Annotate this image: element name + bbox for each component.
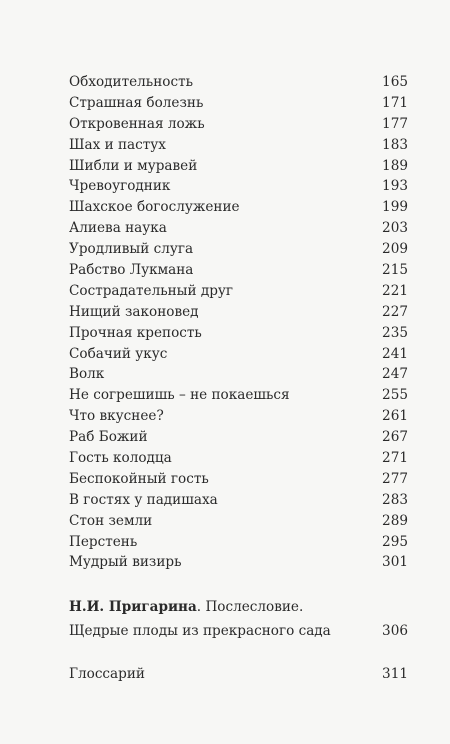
toc-title: Беспокойный гость: [69, 470, 209, 487]
toc-title: Алиева наука: [69, 220, 167, 237]
toc-row: [69, 469, 408, 490]
toc-page-number: 227: [382, 303, 408, 320]
toc-title: Сострадательный друг: [69, 282, 234, 299]
toc-page-number: 171: [382, 94, 408, 111]
toc-row: [69, 239, 408, 260]
toc-page-number: 283: [382, 491, 408, 508]
toc-row: [69, 552, 408, 573]
toc-row: [69, 93, 408, 114]
afterword-label: . Послесловие.: [196, 599, 304, 615]
toc-title: Гость колодца: [69, 450, 172, 467]
toc-page-number: 203: [382, 220, 408, 237]
toc-page-number: 189: [382, 157, 408, 174]
toc-row: [69, 344, 408, 365]
toc-page-number: 301: [382, 554, 408, 571]
toc-title: Страшная болезнь: [69, 94, 204, 111]
table-of-contents: [69, 72, 408, 573]
toc-title: Обходительность: [69, 74, 193, 90]
afterword-entry: [69, 597, 408, 642]
toc-row: [69, 218, 408, 239]
toc-title: Прочная крепость: [69, 324, 202, 341]
toc-row: [69, 281, 408, 302]
toc-page-number: 289: [382, 512, 408, 529]
toc-title: Шах и пастух: [69, 136, 166, 153]
toc-row: [69, 135, 408, 156]
toc-title: Мудрый визирь: [69, 554, 182, 571]
toc-row: [69, 156, 408, 177]
toc-page-number: 241: [382, 345, 408, 362]
toc-title: Собачий укус: [69, 345, 168, 362]
toc-page-number: 199: [382, 199, 408, 216]
toc-title: Нищий законовед: [69, 303, 199, 320]
toc-page-number: 261: [382, 408, 408, 425]
toc-row: [69, 72, 408, 93]
toc-page-number: 271: [382, 450, 408, 467]
toc-title: Уродливый слуга: [69, 241, 194, 258]
toc-page-number: 267: [382, 429, 408, 446]
afterword-heading: [69, 597, 408, 618]
toc-page-number: 277: [382, 470, 408, 487]
glossary-page-number: 311: [382, 666, 408, 682]
toc-row: [69, 364, 408, 385]
toc-page-number: 177: [382, 115, 408, 132]
toc-row: [69, 427, 408, 448]
toc-page-number: 183: [382, 136, 408, 153]
toc-page-number: 165: [382, 74, 408, 90]
toc-page-number: 215: [382, 262, 408, 279]
toc-row: [69, 323, 408, 344]
toc-row: [69, 114, 408, 135]
toc-row: [69, 490, 408, 511]
toc-row: [69, 197, 408, 218]
afterword-title-row: [69, 621, 408, 642]
toc-title: Рабство Лукмана: [69, 262, 194, 279]
toc-page-number: 221: [382, 282, 408, 299]
glossary-entry: [69, 664, 408, 685]
toc-page-number: 235: [382, 324, 408, 341]
toc-row: [69, 385, 408, 406]
toc-title: Волк: [69, 366, 105, 383]
toc-title: Раб Божий: [69, 429, 148, 446]
toc-page-number: 247: [382, 366, 408, 383]
toc-title: Что вкуснее?: [69, 408, 164, 425]
toc-row: [69, 260, 408, 281]
toc-title: Перстень: [69, 533, 138, 550]
toc-page-number: 255: [382, 387, 408, 404]
toc-page-number: 193: [382, 178, 408, 195]
afterword-author: Н.И. Пригарина: [69, 599, 197, 615]
toc-page-number: 209: [382, 241, 408, 258]
toc-title: Чревоугодник: [69, 178, 171, 195]
afterword-title: Щедрые плоды из прекрасного сада: [69, 623, 331, 639]
toc-title: Не согрешишь – не покаешься: [69, 387, 290, 404]
toc-row: [69, 511, 408, 532]
toc-title: Шибли и муравей: [69, 157, 198, 174]
toc-row: [69, 532, 408, 553]
toc-row: [69, 406, 408, 427]
toc-row: [69, 176, 408, 197]
toc-title: В гостях у падишаха: [69, 491, 218, 508]
glossary-title: Глоссарий: [69, 666, 145, 682]
toc-row: [69, 302, 408, 323]
afterword-page-number: 306: [382, 623, 408, 639]
toc-page-number: 295: [382, 533, 408, 550]
toc-title: Стон земли: [69, 512, 153, 529]
toc-title: Откровенная ложь: [69, 115, 205, 132]
toc-title: Шахское богослужение: [69, 199, 240, 216]
toc-row: [69, 448, 408, 469]
